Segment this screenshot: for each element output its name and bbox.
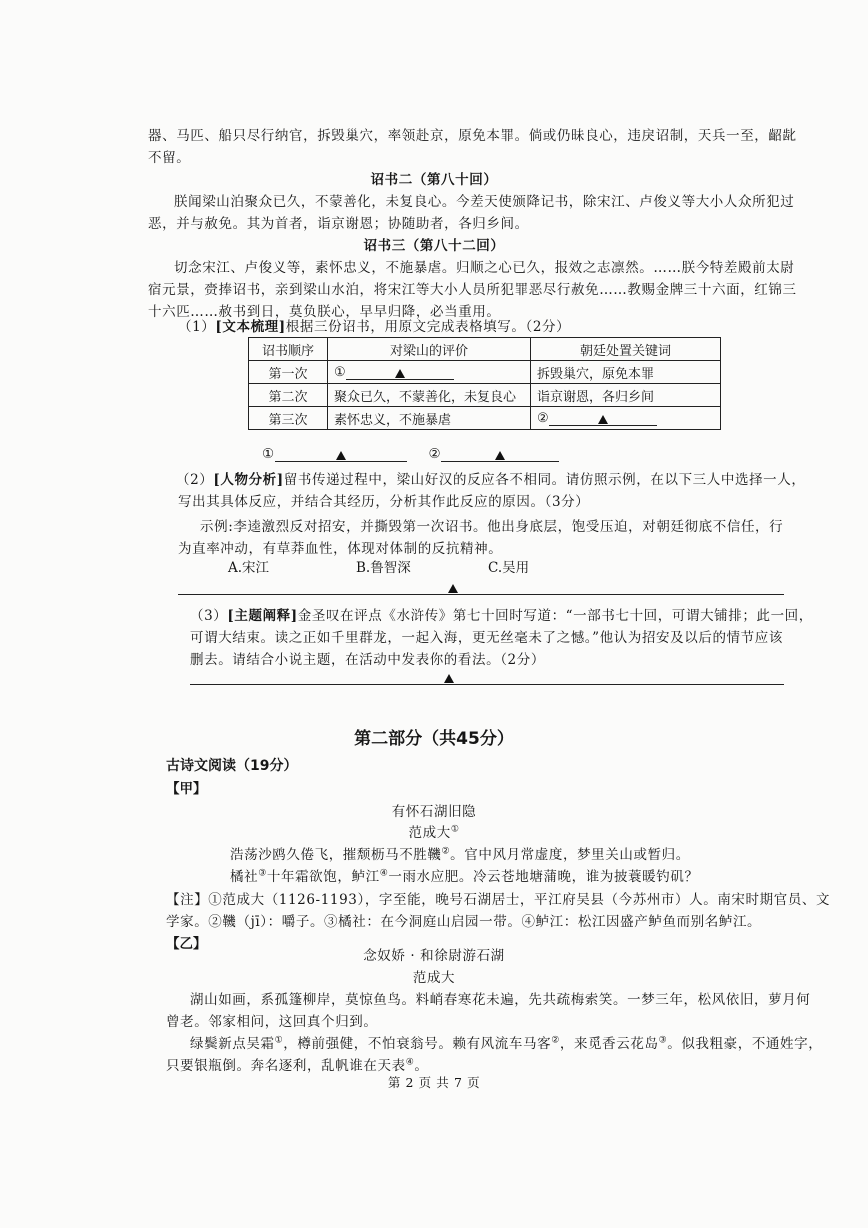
poem-text: 一雨水应肥。冷云苍地塘蒲晚，谁为披蓑暖钓矶？	[388, 869, 699, 885]
poem1-line-1	[230, 843, 690, 863]
footnote-marker: ③	[658, 1035, 668, 1046]
table-cell-blank[interactable]	[531, 407, 721, 430]
question-3-line-3: 删去。请结合小说主题，在活动中发表你的看法。（2分）	[190, 652, 545, 668]
blank-marker: ②	[537, 410, 549, 426]
edict2-line-1: 朕闻梁山泊聚众已久，不蒙善化，未复良心。今差天使颁降记书，除宋江、卢俊义等大小人众所犯过	[174, 194, 795, 210]
poem1-author	[0, 821, 868, 841]
note-line-1: 【注】①范成大（1126-1193），字至能，晚号石湖居士，平江府吴县（今苏州市）人。南宋时期官员、文	[166, 892, 831, 908]
edict1-tail-line-2: 不留。	[148, 150, 191, 166]
author-name: 范成大	[408, 825, 451, 841]
question-number: （3）	[190, 608, 228, 624]
footnote-marker: ②	[551, 1035, 560, 1046]
poem2-line-3	[190, 1032, 822, 1052]
poem-text: ，来觅香云花岛	[559, 1036, 659, 1052]
footnote-marker: ④	[405, 1057, 415, 1068]
blank-marker: ②	[428, 446, 442, 462]
blank-marker: ①	[334, 364, 346, 380]
question-3-line-2: 可谓大结束。读之正如千里群龙，一起入海，更无丝毫未了之憾。”他认为招安及以后的情节应该	[190, 630, 783, 646]
poem2-line-4	[166, 1054, 428, 1074]
footnote-marker: ③	[258, 868, 267, 879]
question-text: 根据三份诏书，用原文完成表格填写。（2分）	[285, 319, 571, 335]
poem-text: 浩荡沙鸥久倦飞，摧颓枥马不胜鞿	[230, 847, 442, 863]
question-number: （2）	[176, 472, 214, 488]
table-header: 诏书顺序	[249, 338, 328, 361]
label-yi: 【乙】	[166, 936, 207, 952]
table-row	[249, 407, 721, 430]
poem2-line-1: 湖山如画，系孤篷柳岸，莫惊鱼鸟。料峭春寒花未遍，先共疏梅索笑。一梦三年，松风依旧，萝月何	[190, 992, 811, 1008]
triangle-icon	[336, 451, 346, 460]
table-header: 对梁山的评价	[328, 338, 531, 361]
question-2	[176, 468, 805, 488]
question-1	[178, 315, 570, 335]
triangle-icon	[495, 451, 505, 460]
edict2-title: 诏书二（第八十回）	[370, 172, 498, 188]
triangle-icon	[448, 584, 458, 593]
question-text: 留书传递过程中，梁山好汉的反应各不相同。请仿照示例，在以下三人中选择一人，	[283, 472, 806, 488]
edict-table	[248, 337, 721, 430]
section-title: 古诗文阅读（19分）	[166, 758, 298, 774]
part2-title: 第二部分（共45分）	[354, 729, 514, 749]
poem2-author: 范成大	[412, 970, 456, 986]
answer-blank-1[interactable]	[275, 447, 407, 462]
question-tag: [人物分析]	[213, 472, 284, 488]
question-tag: [文本梳理]	[215, 319, 286, 335]
option-a[interactable]: A.宋江	[228, 560, 270, 576]
poem1-title: 有怀石湖旧隐	[391, 804, 477, 820]
triangle-icon	[598, 415, 608, 424]
poem-text: 只要银瓶倒。奔名逐利，乱帆谁在天表	[166, 1058, 406, 1074]
question-2-line-2: 写出其具体反应，并结合其经历，分析其作此反应的原因。（3分）	[178, 494, 590, 510]
example-line-1: 示例:李逵激烈反对招安，并撕毁第一次诏书。他出身底层，饱受压迫，对朝廷彻底不信任，行	[200, 519, 784, 535]
edict3-title: 诏书三（第八十二回）	[363, 238, 505, 254]
table-header-row	[249, 338, 721, 361]
note-line-2: 学家。②鞿（jī）：嚼子。③橘社：在今洞庭山启园一带。④鲈江：松江因盛产鲈鱼而别名鲈江。	[166, 914, 762, 930]
page-footer: 第 2 页 共 7 页	[387, 1075, 481, 1090]
example-line-2: 为直率冲动，有草莽血性，体现对体制的反抗精神。	[178, 541, 503, 557]
edict2-line-2: 恶，并与赦免。其为首者，诣京谢恩；协随助者，各归乡间。	[148, 216, 529, 232]
question-tag: [主题阐释]	[227, 608, 298, 624]
footnote-marker: ②	[441, 846, 451, 857]
table-row	[249, 361, 721, 384]
triangle-icon	[395, 369, 405, 378]
edict3-line-1: 切念宋江、卢俊义等，素怀忠义，不施暴虐。归顺之心已久，报效之志凛然。……朕今特差殿前太尉	[174, 260, 795, 276]
question-3	[190, 604, 813, 624]
blank-marker: ①	[262, 446, 275, 462]
question-number: （1）	[178, 319, 216, 335]
poem2-line-2: 曾老。邻家相问，这回真个归到。	[166, 1014, 378, 1030]
question-text: 金圣叹在评点《水浒传》第七十回时写道：“一部书七十回，可谓大铺排；此一回，	[297, 608, 813, 624]
answer-blank[interactable]	[346, 365, 454, 380]
table-row	[249, 384, 721, 407]
table-cell: 第三次	[249, 407, 328, 430]
table-cell: 第二次	[249, 384, 328, 407]
footnote-marker: ④	[379, 868, 389, 879]
poem-text: 。官中风月常虚度，梦里关山或暂归。	[450, 847, 690, 863]
answer-blank-2[interactable]	[441, 447, 559, 462]
answer-line-q2[interactable]	[178, 594, 784, 595]
poem-text: 。	[414, 1058, 429, 1074]
edict3-line-2: 宿元景，赍捧诏书，亲到梁山水泊，将宋江等大小人员所犯罪恶尽行赦免……教赐金牌三十六面，红锦三	[148, 282, 797, 298]
triangle-icon	[444, 674, 454, 683]
poem-text: ，樽前强健，不怕衰翁号。赖有风流车马客	[283, 1036, 552, 1052]
poem-text: 绿鬓新点吴霜	[190, 1036, 275, 1052]
option-b[interactable]: B.鲁智深	[356, 560, 411, 576]
poem-text: 橘社	[230, 869, 259, 885]
edict3-line-3: 十六匹……赦书到日，莫负朕心，早早归降，必当重用。	[148, 304, 501, 320]
table-cell: 拆毁巢穴，原免本罪	[531, 361, 721, 384]
edict1-tail-line: 器、马匹、船只尽行纳官，拆毁巢穴，率领赴京，原免本罪。倘或仍昧良心，违戾诏制，天兵一至，齠龀	[148, 128, 797, 144]
option-c[interactable]: C.吴用	[488, 560, 530, 576]
table-cell-blank[interactable]	[328, 361, 531, 384]
table-cell: 第一次	[249, 361, 328, 384]
footnote-marker: ①	[274, 1035, 284, 1046]
poem-text: 。似我粗豪，不通姓字，	[667, 1036, 823, 1052]
answer-line-q3[interactable]	[190, 684, 784, 685]
table-cell: 诣京谢恩，各归乡间	[531, 384, 721, 407]
table-cell: 素怀忠义，不施暴虐	[328, 407, 531, 430]
poem1-line-2	[230, 865, 699, 885]
poem-text: 十年霜欲饱，鲈江	[266, 869, 380, 885]
poem2-title: 念奴娇 · 和徐尉游石湖	[363, 948, 505, 964]
answer-blank[interactable]	[549, 411, 657, 426]
table-header: 朝廷处置关键词	[531, 338, 721, 361]
footnote-marker: ①	[450, 824, 460, 835]
label-jia: 【甲】	[166, 781, 207, 797]
q1-answer-line	[262, 446, 559, 462]
table-cell: 聚众已久，不蒙善化，未复良心	[328, 384, 531, 407]
